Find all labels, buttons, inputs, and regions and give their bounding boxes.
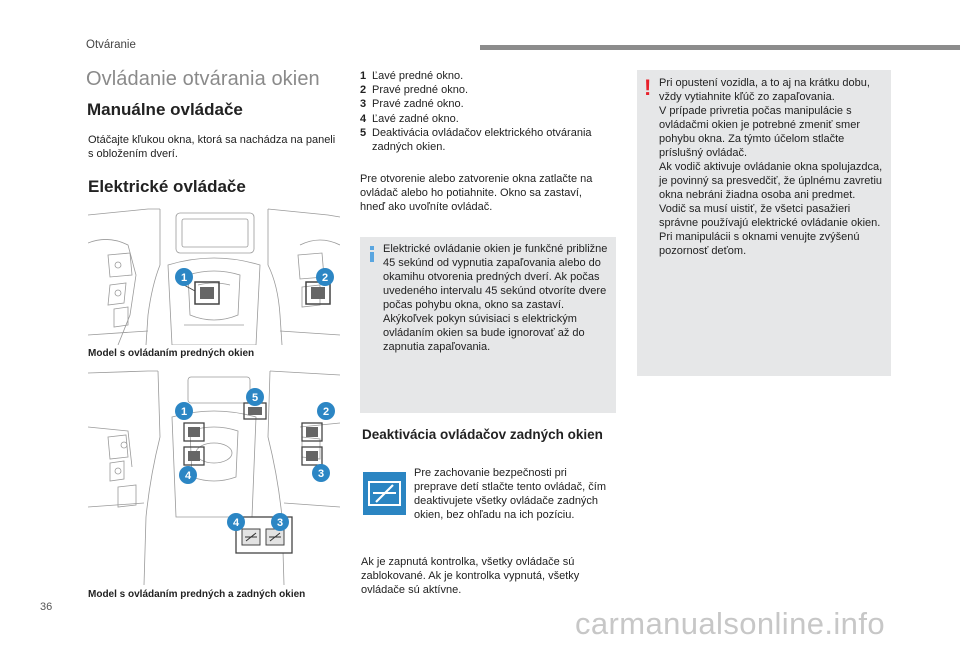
info-text: Elektrické ovládanie okien je funkčné približne 45 sekúnd od vypnutia zapaľovania alebo do okamihu otvorenia predných dverí. Ak počas uvedeného intervalu 45 sekúnd otvoríte dvere počas pohybu okna, okno sa zastaví. Akýkoľvek pokyn súvisiaci s elektrickým ovládaním okien sa bude ignorovať až do zapnutia zapaľovania. [383, 243, 608, 353]
list-item: 3 Pravé zadné okno. [360, 98, 464, 111]
indicator-paragraph: Ak je zapnutá kontrolka, všetky ovládače sú zablokované. Ak je kontrolka vypnutá, všetky ovládače sú aktívne. [361, 556, 580, 596]
open-close-paragraph: Pre otvorenie alebo zatvorenie okna zatlačte na ovládač alebo ho potiahnite. Okno sa zastaví, hneď ako uvoľníte ovládač. [360, 173, 593, 213]
list-item: 1 Ľavé predné okno. [360, 70, 464, 82]
controls-legend-list [360, 69, 610, 154]
section-label: Otváranie [86, 39, 136, 51]
list-item: 5 Deaktivácia ovládačov elektrického otvárania zadných okien. [360, 126, 592, 154]
warning-text: Pri opustení vozidla, a to aj na krátku dobu, vždy vytiahnite kľúč zo zapaľovania. V prípade privretia počas manipulácie s ovládačmi okien je potrebné zmeniť smer pohybu okna. Za týmto účelom stlačte príslušný ovládač. Ak vodič aktivuje ovládanie okna spolujazdca, je povinný sa presvedčiť, že úplnému zavretiu okna nebráni žiadna osoba ani predmet. Vodič sa musí uistiť, že všetci pasažieri správne používajú elektrické ovládanie okien. Pri manipulácii s oknami venujte zvýšenú pozornosť deťom. [659, 77, 883, 257]
page-title: Ovládanie otvárania okien [86, 68, 320, 90]
info-icon [370, 246, 374, 262]
page-number: 36 [40, 601, 53, 613]
warning-box [637, 70, 891, 376]
badge-3-label: 3 [317, 468, 325, 480]
manual-controls-text: Otáčajte kľukou okna, ktorá sa nachádza na paneli s obložením dverí. [88, 134, 336, 160]
deactivation-text: Pre zachovanie bezpečnosti pri preprave detí stlačte tento ovládač, čím deaktivujete všetky ovládače zadných okien, bez ohľadu na ich pozíciu. [414, 467, 606, 521]
list-item: 2 Pravé predné okno. [360, 84, 469, 97]
badge-3-rear-label: 3 [276, 517, 284, 529]
caption-front-rear-windows: Model s ovládaním predných a zadných okien [88, 589, 306, 600]
caption-front-windows: Model s ovládaním predných okien [88, 348, 255, 359]
front-window-controls-illustration [88, 205, 340, 345]
rear-window-lock-icon [363, 472, 406, 515]
info-box [360, 237, 616, 413]
badge-2-label: 2 [322, 406, 330, 418]
badge-2-label: 2 [321, 272, 329, 284]
list-item: 4 Ľavé zadné okno. [360, 112, 459, 125]
badge-1-label: 1 [180, 406, 188, 418]
header-divider-bar [480, 45, 960, 50]
badge-1-label: 1 [180, 272, 188, 284]
front-rear-window-controls-illustration [88, 367, 340, 585]
badge-4-rear-label: 4 [232, 517, 240, 529]
watermark: carmanualsonline.info [575, 606, 885, 641]
manual-controls-heading: Manuálne ovládače [87, 100, 243, 119]
badge-4-label: 4 [184, 470, 192, 482]
badge-5-label: 5 [251, 392, 259, 404]
warning-icon: ! [644, 75, 652, 100]
deactivation-heading: Deaktivácia ovládačov zadných okien [362, 427, 603, 442]
electric-controls-heading: Elektrické ovládače [88, 177, 246, 196]
